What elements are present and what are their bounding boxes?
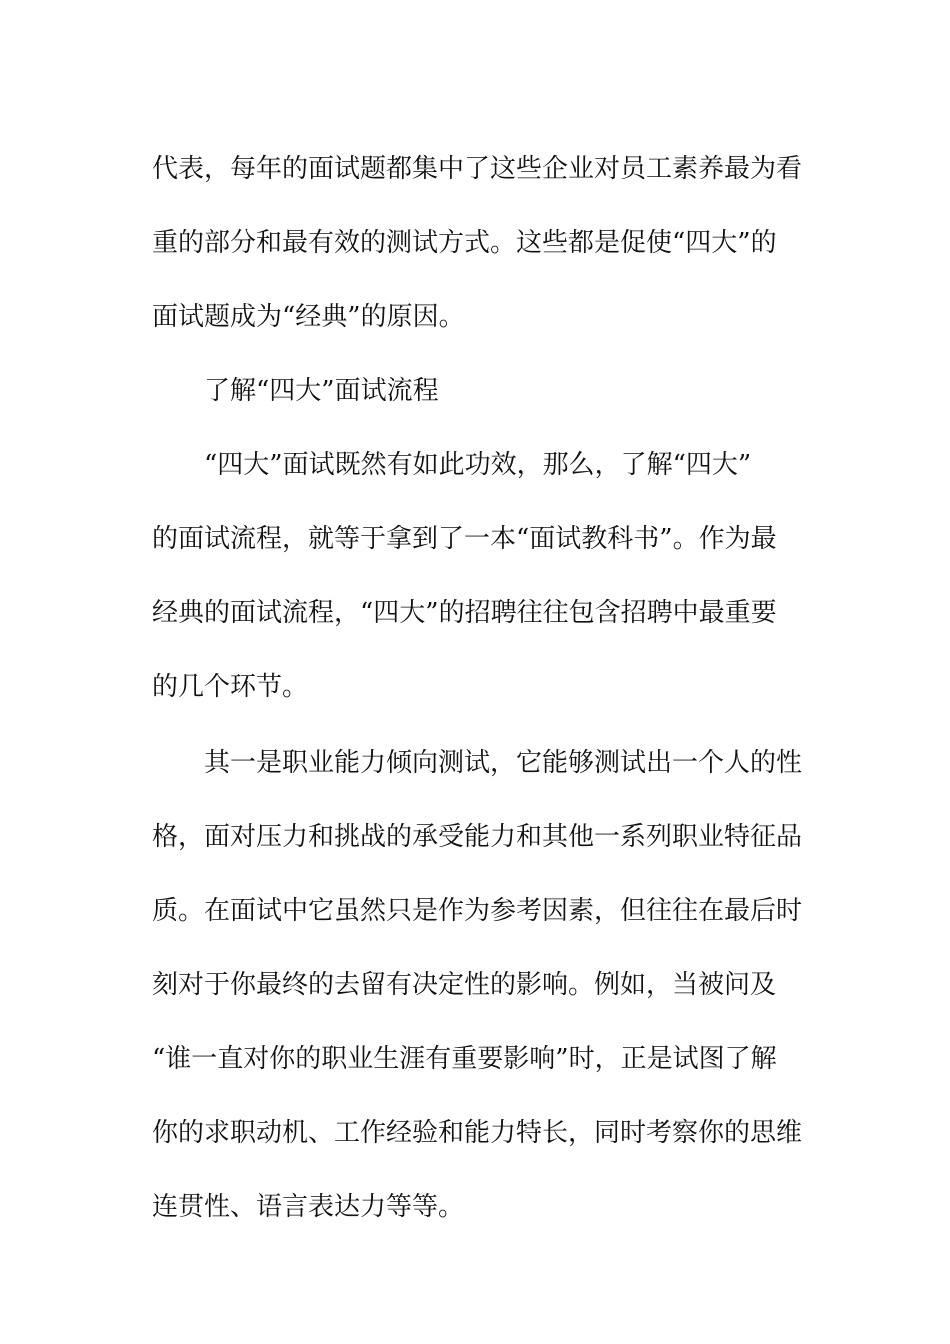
paragraph-line: 经典的面试流程，“四大”的招聘往往包含招聘中最重要 bbox=[152, 598, 777, 628]
paragraph-line: 的几个环节。 bbox=[152, 672, 309, 702]
paragraph-line: “谁一直对你的职业生涯有重要影响”时，正是试图了解 bbox=[152, 1044, 777, 1074]
paragraph-line: 格，面对压力和挑战的承受能力和其他一系列职业特征品 bbox=[152, 822, 803, 852]
paragraph-line: 的面试流程，就等于拿到了一本“面试教科书”。作为最 bbox=[152, 524, 777, 554]
paragraph-line: 刻对于你最终的去留有决定性的影响。例如，当被问及 bbox=[152, 970, 777, 1000]
paragraph-line: 重的部分和最有效的测试方式。这些都是促使“四大”的 bbox=[152, 228, 777, 258]
section-heading: 了解“四大”面试流程 bbox=[204, 376, 439, 406]
document-body bbox=[152, 132, 803, 1244]
paragraph-line: 连贯性、语言表达力等等。 bbox=[152, 1192, 465, 1222]
paragraph-line: 其一是职业能力倾向测试，它能够测试出一个人的性 bbox=[204, 748, 803, 778]
paragraph-line: 代表，每年的面试题都集中了这些企业对员工素养最为看 bbox=[152, 154, 803, 184]
paragraph-line: 质。在面试中它虽然只是作为参考因素，但往往在最后时 bbox=[152, 896, 803, 926]
paragraph-line: 面试题成为“经典”的原因。 bbox=[152, 302, 465, 332]
paragraph-line: 你的求职动机、工作经验和能力特长，同时考察你的思维 bbox=[152, 1118, 803, 1148]
paragraph-line: “四大”面试既然有如此功效，那么，了解“四大” bbox=[204, 450, 752, 480]
